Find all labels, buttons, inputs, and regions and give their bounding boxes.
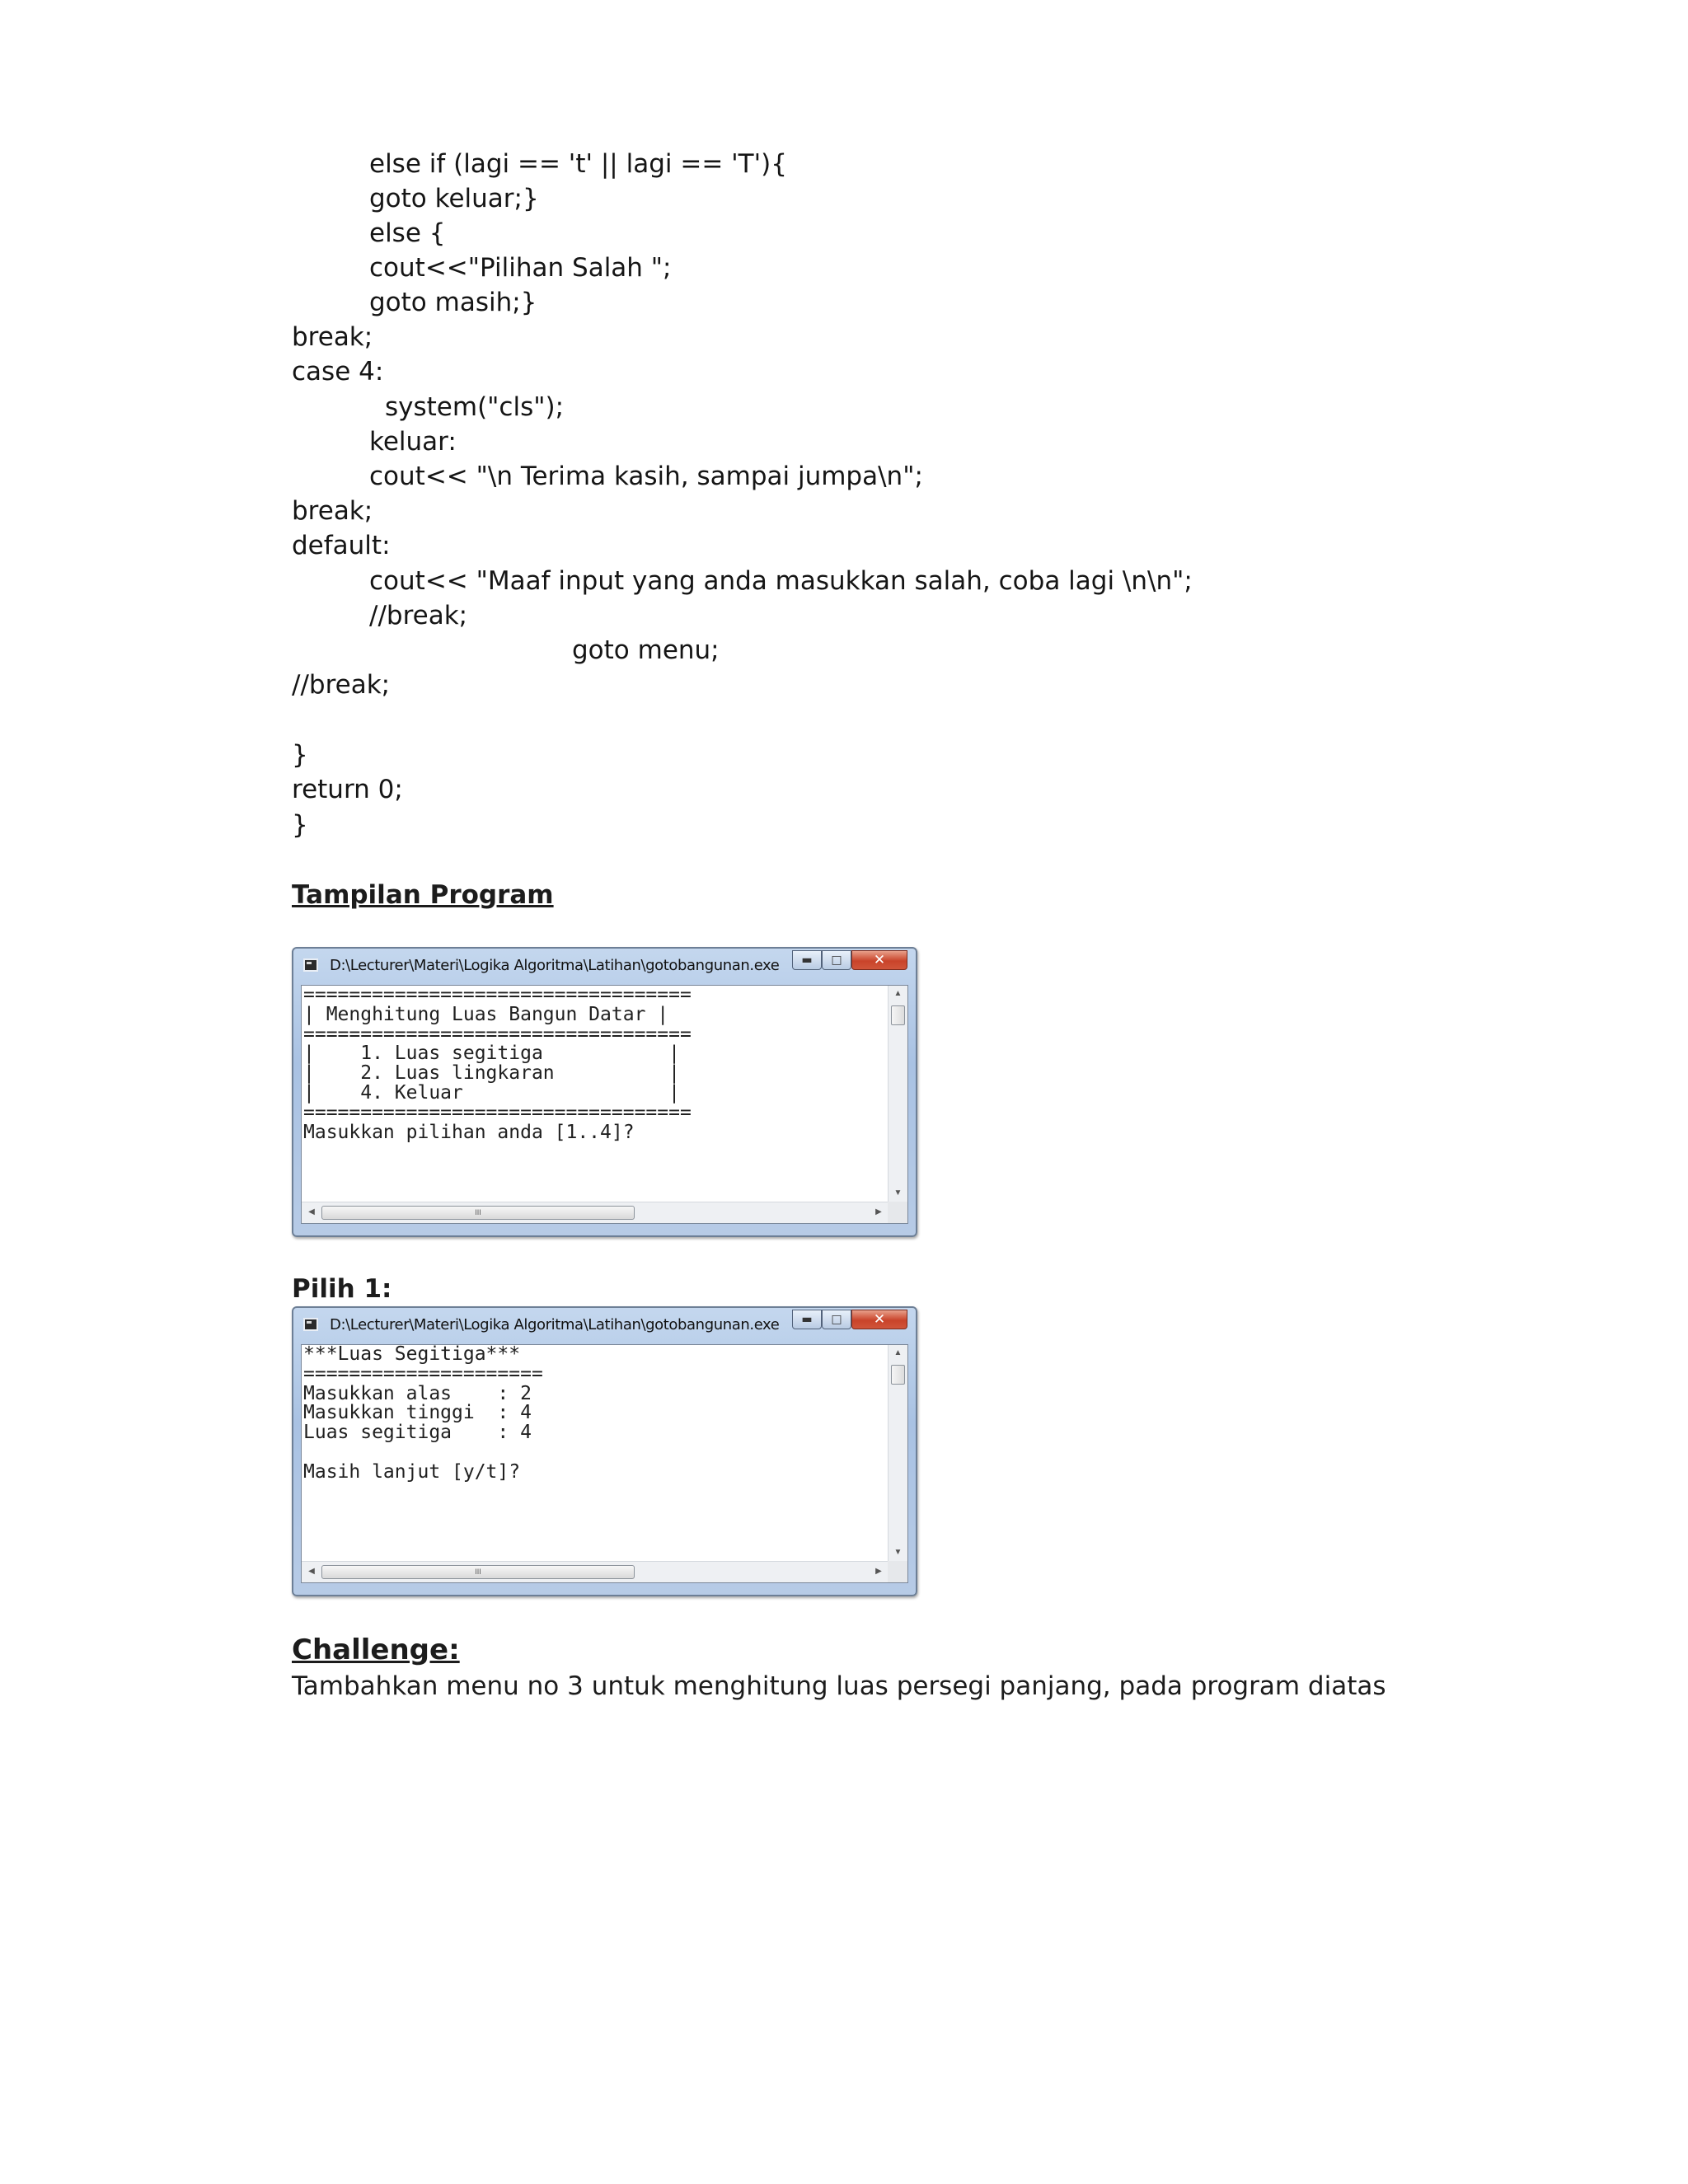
code-line: return 0;	[292, 775, 403, 804]
maximize-button[interactable]: □	[822, 1310, 851, 1329]
code-line: cout<< "Maaf input yang anda masukkan salah, coba lagi \n\n";	[369, 566, 1193, 596]
vertical-scrollbar[interactable]	[888, 1345, 907, 1561]
code-line: default:	[292, 531, 391, 560]
scrollbar-corner	[888, 1202, 907, 1223]
code-line: case 4:	[292, 357, 384, 387]
window-titlebar[interactable]	[293, 949, 916, 983]
code-line: //break;	[369, 601, 468, 630]
code-line: }	[292, 740, 308, 770]
console-window-luas-segitiga	[292, 1306, 917, 1596]
maximize-button[interactable]: □	[822, 950, 851, 970]
window-titlebar[interactable]	[293, 1308, 916, 1343]
code-line: goto menu;	[572, 635, 720, 665]
horizontal-scroll-thumb[interactable]: III	[321, 1206, 635, 1220]
scroll-right-arrow-icon[interactable]: ▶	[875, 1207, 882, 1216]
console-client-area	[301, 985, 908, 1224]
close-button[interactable]: ✕	[851, 1310, 907, 1329]
vertical-scroll-thumb[interactable]	[891, 1365, 905, 1385]
window-title: D:\Lecturer\Materi\Logika Algoritma\Latihan\gotobangunan.exe	[330, 1316, 780, 1333]
scroll-up-arrow-icon[interactable]: ▲	[893, 1348, 903, 1357]
scroll-left-arrow-icon[interactable]: ◀	[308, 1207, 315, 1216]
challenge-text: Tambahkan menu no 3 untuk menghitung luas persegi panjang, pada program diatas	[292, 1671, 1386, 1701]
scroll-down-arrow-icon[interactable]: ▼	[893, 1188, 903, 1197]
code-line: goto keluar;}	[369, 184, 539, 213]
close-button[interactable]: ✕	[851, 950, 907, 970]
code-line: else if (lagi == 't' || lagi == 'T'){	[369, 149, 787, 179]
code-line: else {	[369, 218, 446, 248]
code-line: }	[292, 810, 308, 840]
code-line: cout<<"Pilihan Salah ";	[369, 253, 672, 283]
console-output: ================================== | Menghitung Luas Bangun Datar | ================================== | 1. Luas segitiga | | 2. Luas lingkaran | | 4. Keluar | ================================== Masukkan pilihan anda [1..4]?	[303, 986, 692, 1143]
window-title: D:\Lecturer\Materi\Logika Algoritma\Latihan\gotobangunan.exe	[330, 957, 780, 974]
console-client-area	[301, 1344, 908, 1583]
console-app-icon	[303, 958, 318, 972]
code-line: break;	[292, 496, 373, 526]
code-line: break;	[292, 322, 373, 352]
horizontal-scrollbar[interactable]	[302, 1561, 889, 1582]
code-line: system("cls");	[385, 392, 565, 422]
horizontal-scrollbar[interactable]	[302, 1202, 889, 1223]
console-output: ***Luas Segitiga*** ===================== Masukkan alas : 2 Masukkan tinggi : 4 Luas segitiga : 4 Masih lanjut [y/t]?	[303, 1345, 543, 1483]
code-line: goto masih;}	[369, 288, 537, 317]
section-heading-tampilan-program: Tampilan Program	[292, 880, 554, 910]
console-app-icon	[303, 1318, 318, 1331]
scroll-right-arrow-icon[interactable]: ▶	[875, 1567, 882, 1576]
code-line: cout<< "\n Terima kasih, sampai jumpa\n";	[369, 462, 923, 491]
minimize-button[interactable]: ▬	[792, 1310, 822, 1329]
section-heading-challenge: Challenge:	[292, 1633, 460, 1666]
vertical-scroll-thumb[interactable]	[891, 1005, 905, 1025]
minimize-button[interactable]: ▬	[792, 950, 822, 970]
scroll-down-arrow-icon[interactable]: ▼	[893, 1548, 903, 1557]
scroll-left-arrow-icon[interactable]: ◀	[308, 1567, 315, 1576]
vertical-scrollbar[interactable]	[888, 986, 907, 1202]
console-window-menu	[292, 947, 917, 1237]
section-heading-pilih-1: Pilih 1:	[292, 1274, 392, 1304]
scrollbar-corner	[888, 1561, 907, 1582]
code-line: //break;	[292, 670, 391, 700]
code-line: keluar:	[369, 427, 457, 457]
horizontal-scroll-thumb[interactable]: III	[321, 1565, 635, 1579]
scroll-up-arrow-icon[interactable]: ▲	[893, 989, 903, 998]
